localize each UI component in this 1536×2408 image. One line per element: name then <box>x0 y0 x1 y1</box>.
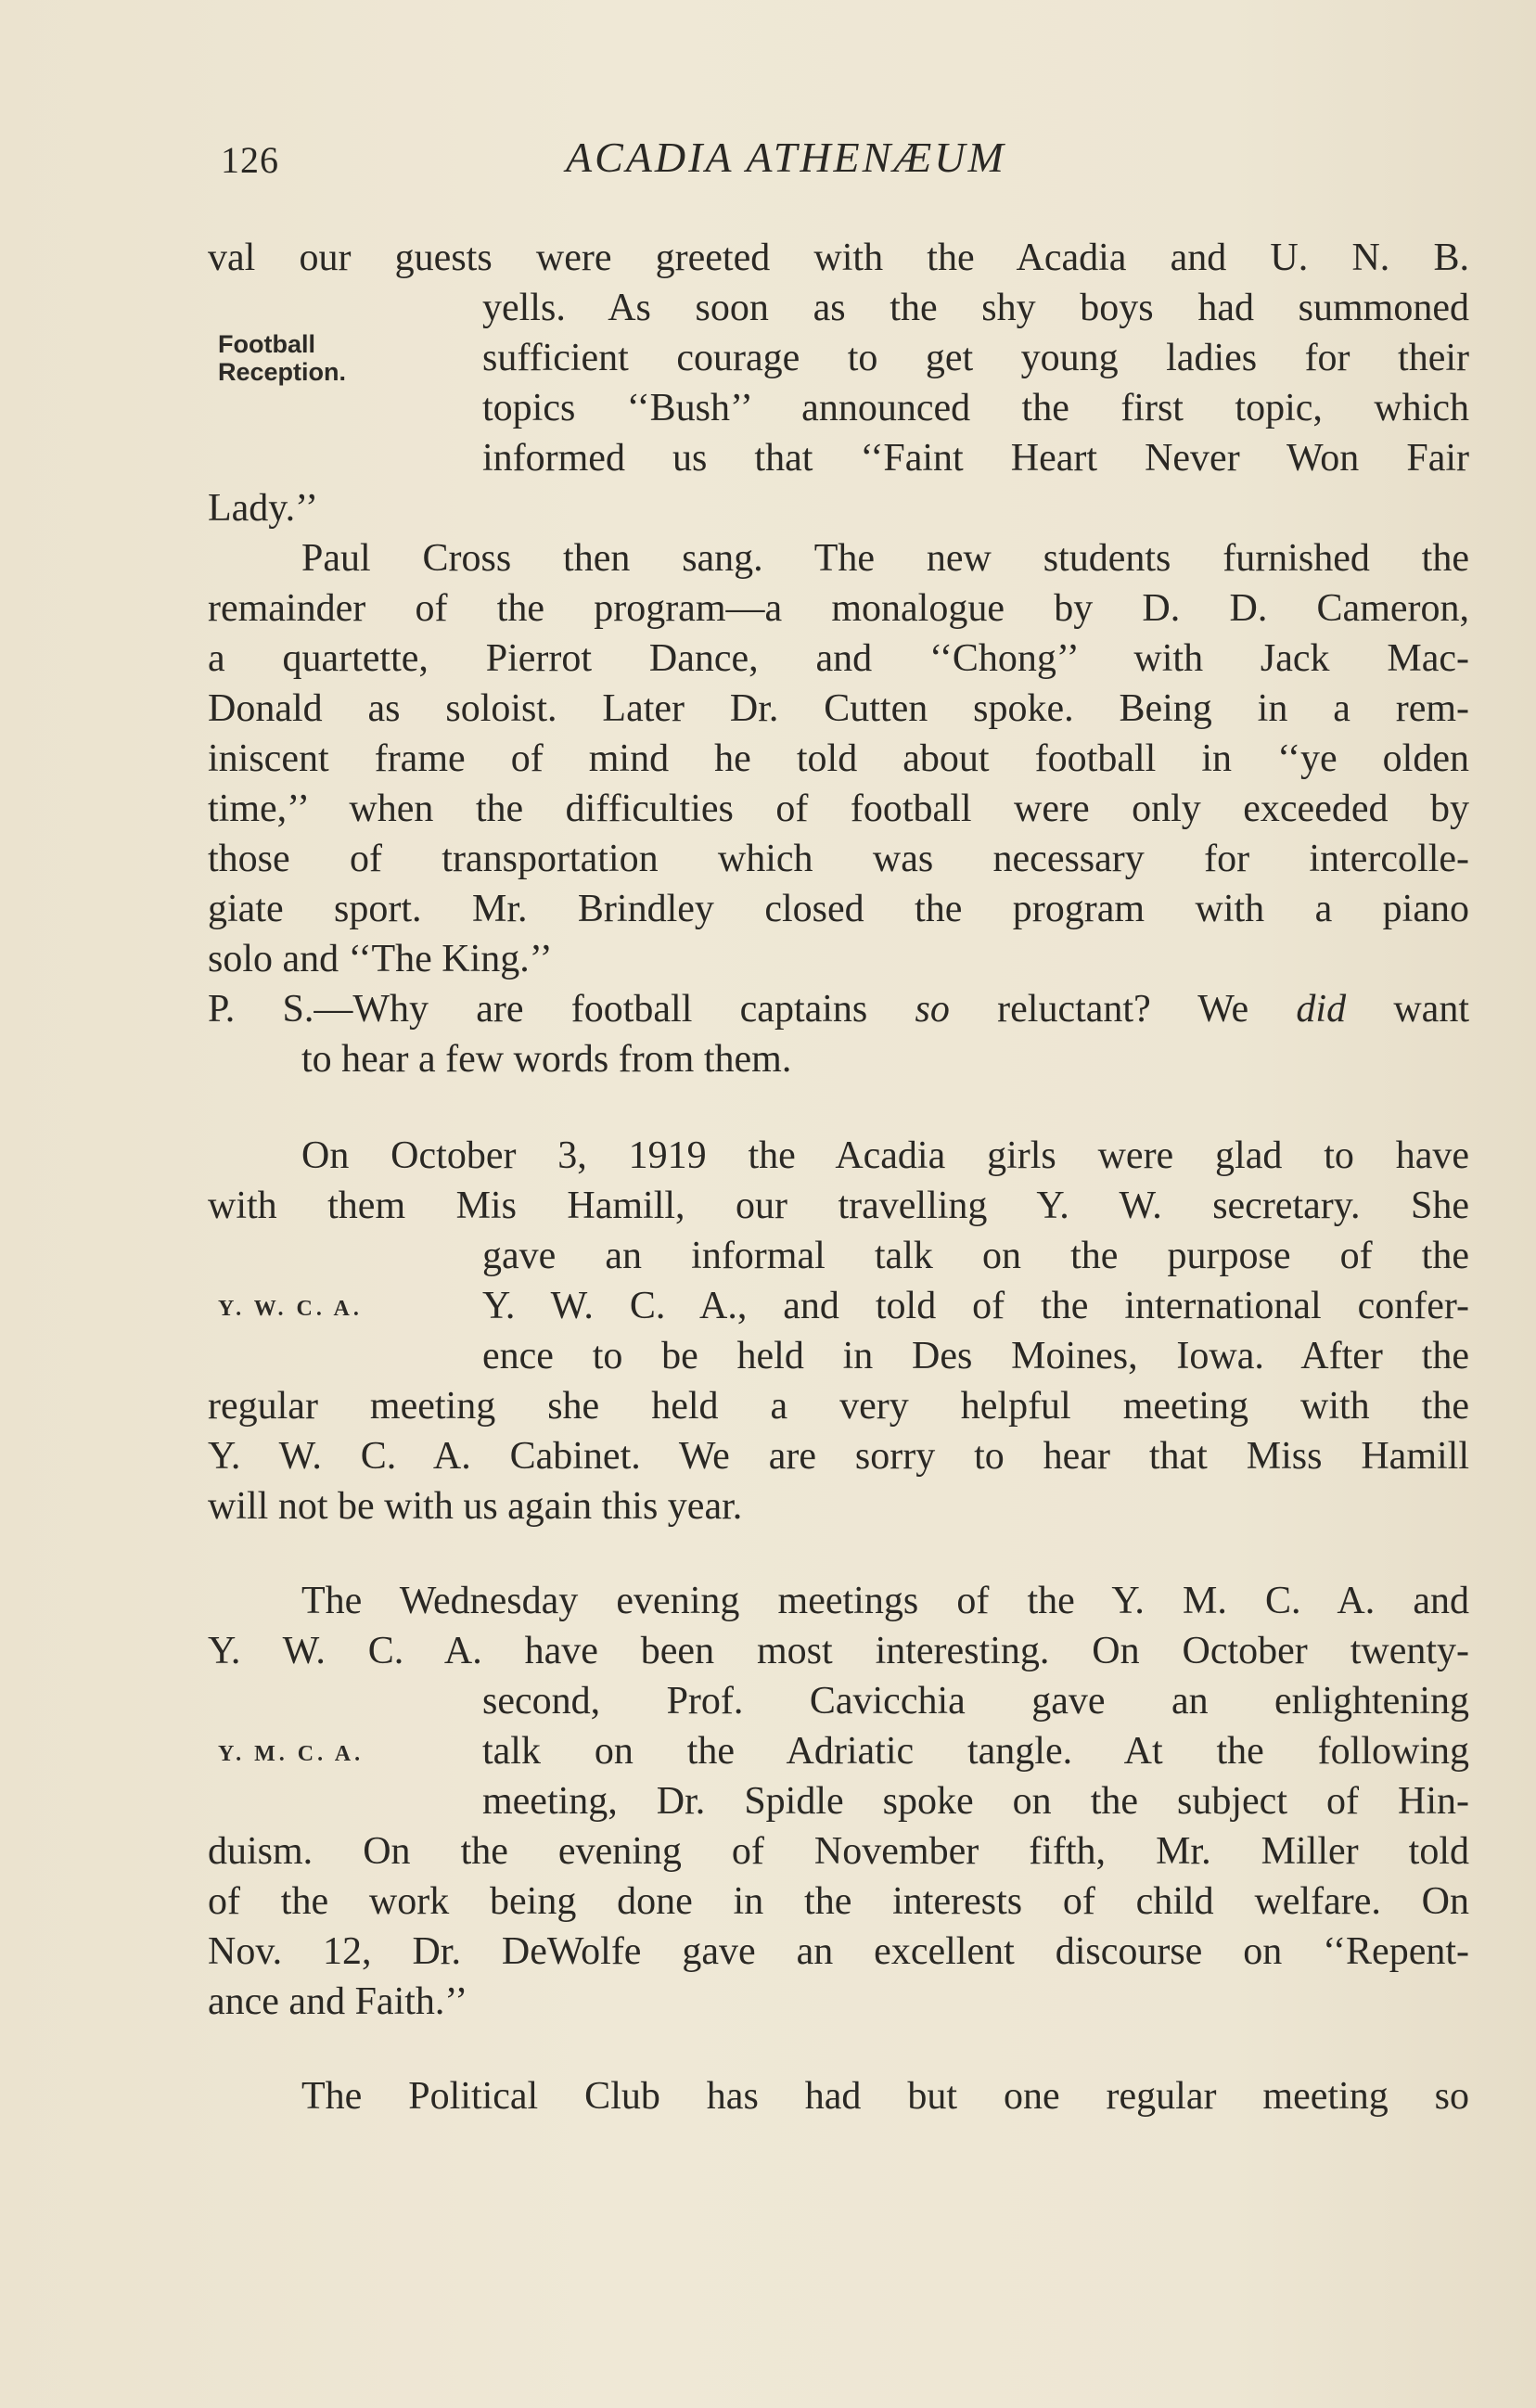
text-line: of the work being done in the interests of child welfare. On <box>208 1880 1469 1923</box>
text-line: will not be with us again this year. <box>208 1485 743 1528</box>
text-run: P. S.—Why are football captains <box>208 988 868 1031</box>
text-run: reluctant? We <box>997 988 1249 1031</box>
sidenote-football <box>218 330 346 386</box>
sidenote-ymca: Y. M. C. A. <box>218 1742 365 1766</box>
text-line: remainder of the program—a monalogue by D. D. Cameron, <box>208 587 1469 630</box>
text-line: ance and Faith.’’ <box>208 1980 468 2023</box>
text-line: val our guests were greeted with the Acadia and U. N. B. <box>208 237 1469 279</box>
text-run: want <box>1393 988 1469 1031</box>
text-line: those of transportation which was necessary for intercolle- <box>208 838 1469 880</box>
sidenote-line: Reception. <box>218 358 347 386</box>
text-line: Y. W. C. A. Cabinet. We are sorry to hear that Miss Hamill <box>208 1435 1469 1478</box>
text-line: Donald as soloist. Later Dr. Cutten spoke. Being in a rem- <box>208 687 1469 730</box>
emphasis: so <box>915 988 950 1031</box>
text-line: with them Mis Hamill, our travelling Y. W. secretary. She <box>208 1185 1469 1227</box>
text-line: sufficient courage to get young ladies for their <box>482 337 1469 379</box>
text-line: topics ‘‘Bush’’ announced the first topic, which <box>482 387 1469 429</box>
page-number: 126 <box>221 139 279 181</box>
text-line: informed us that ‘‘Faint Heart Never Won Fair <box>482 437 1469 480</box>
emphasis: did <box>1296 988 1347 1031</box>
text-line: to hear a few words from them. <box>301 1038 792 1081</box>
text-line: Nov. 12, Dr. DeWolfe gave an excellent discourse on ‘‘Repent- <box>208 1930 1469 1973</box>
text-line: Lady.’’ <box>208 487 318 530</box>
text-line: ence to be held in Des Moines, Iowa. After the <box>482 1335 1469 1377</box>
text-line: iniscent frame of mind he told about football in ‘‘ye olden <box>208 737 1469 780</box>
text-line: time,’’ when the difficulties of football were only exceeded by <box>208 788 1469 830</box>
text-line: gave an informal talk on the purpose of the <box>482 1235 1469 1277</box>
text-line: On October 3, 1919 the Acadia girls were glad to have <box>301 1134 1469 1177</box>
text-line: regular meeting she held a very helpful meeting with the <box>208 1385 1469 1428</box>
text-line: second, Prof. Cavicchia gave an enlightening <box>482 1680 1469 1723</box>
text-line: The Wednesday evening meetings of the Y. M. C. A. and <box>301 1580 1469 1622</box>
text-line: giate sport. Mr. Brindley closed the program with a piano <box>208 888 1469 930</box>
sidenote-line: Football <box>218 330 315 358</box>
running-title: ACADIA ATHENÆUM <box>566 134 1006 181</box>
text-line: a quartette, Pierrot Dance, and ‘‘Chong’’ with Jack Mac- <box>208 637 1469 680</box>
text-line: Y. W. C. A., and told of the international confer- <box>482 1285 1469 1327</box>
text-line: meeting, Dr. Spidle spoke on the subject of Hin- <box>482 1780 1469 1823</box>
text-line: yells. As soon as the shy boys had summoned <box>482 287 1469 329</box>
page-header <box>221 133 1468 198</box>
text-line-postscript <box>208 984 1469 1034</box>
text-line: Y. W. C. A. have been most interesting. On October twenty- <box>208 1630 1469 1672</box>
text-line: duism. On the evening of November fifth, Mr. Miller told <box>208 1830 1469 1873</box>
sidenote-ywca: Y. W. C. A. <box>218 1297 363 1321</box>
text-line: talk on the Adriatic tangle. At the following <box>482 1730 1469 1773</box>
text-line: solo and ‘‘The King.’’ <box>208 938 553 980</box>
text-line: The Political Club has had but one regular meeting so <box>301 2075 1469 2118</box>
text-line: Paul Cross then sang. The new students furnished the <box>301 537 1469 580</box>
